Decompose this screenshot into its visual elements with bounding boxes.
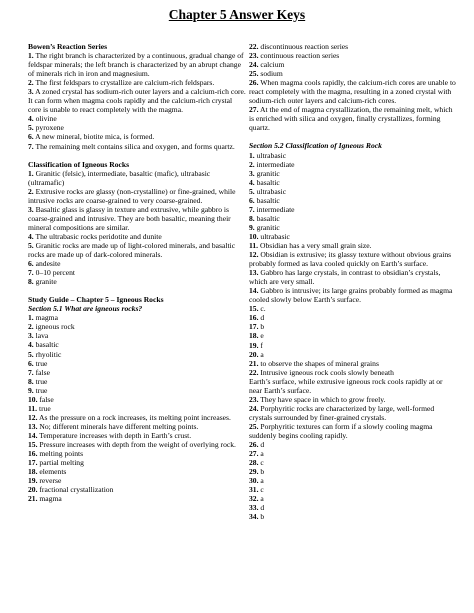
answer-item xyxy=(28,377,246,386)
answer-text: partial melting xyxy=(37,458,84,468)
answer-number: 23. xyxy=(249,394,259,404)
answer-number: 3. xyxy=(28,87,34,97)
answer-item xyxy=(249,304,457,313)
answer-text: basaltic xyxy=(254,213,280,223)
answer-number: 2. xyxy=(28,186,34,196)
answer-number: 28. xyxy=(249,458,259,468)
answer-text: fractional crystallization xyxy=(37,485,114,495)
answer-text: igneous rock xyxy=(33,322,75,332)
answer-number: 7. xyxy=(249,204,255,214)
answer-item xyxy=(28,313,246,322)
answer-number: 30. xyxy=(249,476,259,486)
answer-text: basaltic xyxy=(254,195,280,205)
answer-item xyxy=(28,440,246,449)
answer-text: intermediate xyxy=(254,204,295,214)
answer-text: The remaining melt contains silica and oxygen, and forms quartz. xyxy=(33,141,235,151)
answer-text: rhyolitic xyxy=(33,349,62,359)
answer-number: 21. xyxy=(28,494,38,504)
answer-item xyxy=(28,413,246,422)
answer-item xyxy=(249,368,457,377)
answer-item xyxy=(249,359,457,368)
answer-text: A zoned crystal has sodium-rich outer layers and a calcium-rich core. It can form when magma cools rapidly and the calcium-rich crystal core is unable to react completely with the magma. xyxy=(28,87,246,115)
answer-text: a xyxy=(258,476,264,486)
answer-text: ultrabasic xyxy=(258,231,290,241)
answer-item xyxy=(249,187,457,196)
answer-text: granite xyxy=(33,277,57,287)
answer-text: pyroxene xyxy=(33,123,64,133)
answer-text: b xyxy=(258,322,265,332)
answer-item xyxy=(28,277,246,286)
answer-text: reverse xyxy=(37,476,62,486)
answer-number: 8. xyxy=(28,277,34,287)
answer-text: to observe the shapes of mineral grains xyxy=(258,358,379,368)
answer-item xyxy=(28,340,246,349)
answer-item xyxy=(249,422,457,440)
answer-item xyxy=(28,142,246,151)
answer-number: 7. xyxy=(28,141,34,151)
answer-text: true xyxy=(33,358,48,368)
answer-text: melting points xyxy=(37,449,84,459)
answer-text: lava xyxy=(33,331,49,341)
answer-text: e xyxy=(258,331,264,341)
answer-item xyxy=(249,268,457,286)
answer-text: f xyxy=(258,340,263,350)
answer-number: 19. xyxy=(28,476,38,486)
answer-continuation: Earth’s surface, while extrusive igneous rock cools rapidly at or near Earth’s surface. xyxy=(249,376,443,395)
answer-number: 8. xyxy=(249,213,255,223)
section-spacer xyxy=(249,132,457,141)
answer-item xyxy=(28,476,246,485)
answer-item xyxy=(28,431,246,440)
answer-item xyxy=(28,368,246,377)
answer-text: magma xyxy=(33,313,58,323)
answer-item xyxy=(28,422,246,431)
answer-item xyxy=(249,69,457,78)
answer-text: Intrusive igneous rock cools slowly beneath xyxy=(258,367,394,377)
answer-number: 11. xyxy=(28,403,38,413)
answer-number: 6. xyxy=(28,259,34,269)
answer-item xyxy=(249,476,457,485)
section-spacer xyxy=(28,151,246,160)
answer-number: 13. xyxy=(249,268,259,278)
answer-item xyxy=(249,286,457,304)
answer-text: a xyxy=(258,449,264,459)
answer-text: d xyxy=(258,313,265,323)
answer-text: d xyxy=(258,440,265,450)
answer-item xyxy=(249,232,457,241)
answer-item xyxy=(249,214,457,223)
answer-number: 1. xyxy=(28,51,34,61)
answer-item xyxy=(28,114,246,123)
answer-text: Temperature increases with depth in Earth’s crust. xyxy=(37,430,192,440)
answer-text: true xyxy=(37,403,51,413)
answer-item xyxy=(28,87,246,114)
answer-number: 4. xyxy=(249,177,255,187)
section-spacer xyxy=(28,286,246,295)
answer-text: b xyxy=(258,512,265,522)
section-subheading: Section 5.1 What are igneous rocks? xyxy=(28,304,143,314)
answer-text: The right branch is characterized by a continuous, gradual change of feldspar minerals; the left branch is characterized by an abrupt change of minerals rich in iron and magnesium. xyxy=(28,51,244,79)
answer-item xyxy=(249,205,457,214)
answer-item xyxy=(249,160,457,169)
answer-number: 20. xyxy=(249,349,259,359)
answer-number: 32. xyxy=(249,494,259,504)
answer-text: basaltic xyxy=(33,340,59,350)
answer-item xyxy=(249,223,457,232)
answer-number: 31. xyxy=(249,485,259,495)
answer-number: 14. xyxy=(28,430,38,440)
answer-text: true xyxy=(33,376,48,386)
answer-number: 11. xyxy=(249,240,259,250)
answer-number: 8. xyxy=(28,376,34,386)
answer-text: Porphyritic textures can form if a slowly cooling magma suddenly begins cooling rapidly. xyxy=(249,421,433,440)
answer-text: granitic xyxy=(254,222,280,232)
answer-item xyxy=(249,241,457,250)
answer-number: 25. xyxy=(249,421,259,431)
answer-item xyxy=(249,458,457,467)
answer-text: A new mineral, biotite mica, is formed. xyxy=(33,132,155,142)
answer-number: 25. xyxy=(249,69,259,79)
answer-item xyxy=(28,78,246,87)
answer-number: 21. xyxy=(249,358,259,368)
answer-number: 3. xyxy=(28,331,34,341)
answer-item xyxy=(249,322,457,331)
answer-item xyxy=(249,395,457,404)
answer-number: 13. xyxy=(28,421,38,431)
answer-number: 5. xyxy=(28,240,34,250)
answer-item xyxy=(28,51,246,78)
answer-number: 26. xyxy=(249,78,259,88)
answer-number: 17. xyxy=(28,458,38,468)
answer-number: 7. xyxy=(28,268,34,278)
answer-text: granitic xyxy=(254,168,280,178)
answer-text: Extrusive rocks are glassy (non-crystalline) or fine-grained, while intrusive rocks are coarse-grained to very coarse-grained. xyxy=(28,186,236,205)
answer-text: Gabbro is intrusive; its large grains probably formed as magma cooled slowly below Earth’s surface. xyxy=(249,286,453,305)
answer-number: 5. xyxy=(249,186,255,196)
answer-text: ultrabasic xyxy=(254,186,287,196)
answer-number: 33. xyxy=(249,503,259,513)
answer-text: c xyxy=(258,458,264,468)
answer-item xyxy=(28,386,246,395)
answer-number: 15. xyxy=(249,304,259,314)
answer-item xyxy=(28,123,246,132)
answer-text: The ultrabasic rocks peridotite and dunite xyxy=(33,231,162,241)
answer-item xyxy=(28,268,246,277)
answer-text: elements xyxy=(37,467,67,477)
answer-item xyxy=(249,449,457,458)
answer-item xyxy=(249,178,457,187)
answer-text: Obsidian has a very small grain size. xyxy=(258,240,372,250)
answer-text: false xyxy=(37,394,54,404)
answer-number: 18. xyxy=(249,331,259,341)
answer-text: When magma cools rapidly, the calcium-rich cores are unable to react completely with the magma, resulting in a zoned crystal with sodium-rich outer layers and calcium-rich cores. xyxy=(249,78,456,106)
answer-number: 3. xyxy=(249,168,255,178)
answer-number: 18. xyxy=(28,467,38,477)
section-heading: Classification of Igneous Rocks xyxy=(28,159,130,169)
answer-number: 3. xyxy=(28,204,34,214)
answer-item xyxy=(249,169,457,178)
answer-text: magma xyxy=(37,494,62,504)
answer-item xyxy=(28,331,246,340)
answer-text: d xyxy=(258,503,265,513)
answer-text: Basaltic glass is glassy in texture and extrusive, while gabbro is coarse-grained and intrusive. They are both basaltic, meaning their mineral compositions are similar. xyxy=(28,204,231,232)
answer-text: They have space in which to grow freely. xyxy=(258,394,386,404)
answer-text: The first feldspars to crystallize are calcium-rich feldspars. xyxy=(33,78,215,88)
answer-number: 5. xyxy=(28,349,34,359)
answer-number: 10. xyxy=(249,231,259,241)
answer-number: 5. xyxy=(28,123,34,133)
answer-number: 24. xyxy=(249,403,259,413)
answer-number: 16. xyxy=(249,313,259,323)
answer-item xyxy=(249,341,457,350)
right-column xyxy=(249,42,457,521)
answer-text: continuous reaction series xyxy=(258,51,340,61)
answer-text: calcium xyxy=(258,60,285,70)
answer-item xyxy=(28,458,246,467)
answer-number: 16. xyxy=(28,449,38,459)
answer-text: intermediate xyxy=(254,159,295,169)
answer-text: true xyxy=(33,385,48,395)
page-title: Chapter 5 Answer Keys xyxy=(168,7,306,22)
answer-number: 22. xyxy=(249,42,259,51)
answer-text: Porphyritic rocks are characterized by large, well-formed crystals surrounded by finer-grained crystals. xyxy=(249,403,435,422)
answer-number: 12. xyxy=(28,412,38,422)
answer-item xyxy=(249,105,457,132)
answer-item xyxy=(249,51,457,60)
answer-item xyxy=(28,485,246,494)
answer-item xyxy=(28,322,246,331)
answer-item xyxy=(28,232,246,241)
answer-text: b xyxy=(258,467,265,477)
answer-item xyxy=(249,503,457,512)
answer-item xyxy=(28,494,246,503)
answer-text: Gabbro has large crystals, in contrast to obsidian’s crystals, which are very small. xyxy=(249,268,441,287)
answer-item xyxy=(249,440,457,449)
answer-text: c xyxy=(258,485,264,495)
answer-text: discontinuous reaction series xyxy=(258,42,349,51)
answer-item xyxy=(249,494,457,503)
answer-item xyxy=(249,485,457,494)
answer-text: At the end of magma crystallization, the remaining melt, which is enriched with silica and oxygen, finally crystallizes, forming quartz. xyxy=(249,105,453,133)
answer-number: 22. xyxy=(249,367,259,377)
answer-item xyxy=(249,331,457,340)
answer-number: 27. xyxy=(249,105,259,115)
answer-item xyxy=(249,151,457,160)
answer-text: Pressure increases with depth from the weight of overlying rock. xyxy=(37,439,236,449)
answer-text: No; different minerals have different melting points. xyxy=(37,421,199,431)
answer-number: 12. xyxy=(249,250,259,260)
answer-number: 24. xyxy=(249,60,259,70)
answer-number: 29. xyxy=(249,467,259,477)
answer-text: a xyxy=(258,494,264,504)
answer-text: Granitic (felsic), intermediate, basaltic (mafic), ultrabasic (ultramafic) xyxy=(28,168,211,187)
answer-text: andesite xyxy=(33,259,61,269)
answer-item xyxy=(249,467,457,476)
answer-number: 6. xyxy=(28,132,34,142)
answer-number: 23. xyxy=(249,51,259,61)
answer-number: 10. xyxy=(28,394,38,404)
section-subheading: Section 5.2 Classification of Igneous Rock xyxy=(249,141,382,151)
answer-text: Granitic rocks are made up of light-colored minerals, and basaltic rocks are made up of dark-colored minerals. xyxy=(28,240,236,260)
answer-item xyxy=(249,42,457,51)
answer-item xyxy=(28,241,246,259)
answer-number: 1. xyxy=(28,313,34,323)
answer-item xyxy=(28,467,246,476)
section-heading: Bowen’s Reaction Series xyxy=(28,42,108,51)
answer-text: As the pressure on a rock increases, its melting point increases. xyxy=(37,412,231,422)
answer-item xyxy=(249,313,457,322)
answer-text: ultrabasic xyxy=(254,150,287,160)
answer-number: 2. xyxy=(249,159,255,169)
answer-item xyxy=(28,132,246,141)
answer-item xyxy=(28,449,246,458)
answer-number: 4. xyxy=(28,340,34,350)
answer-number: 4. xyxy=(28,114,34,124)
answer-text: false xyxy=(33,367,50,377)
answer-number: 27. xyxy=(249,449,259,459)
answer-number: 34. xyxy=(249,512,259,522)
answer-text: olivine xyxy=(33,114,57,124)
answer-item xyxy=(28,350,246,359)
answer-number: 6. xyxy=(28,358,34,368)
left-column xyxy=(28,42,246,503)
answer-number: 9. xyxy=(28,385,34,395)
answer-item xyxy=(249,404,457,422)
answer-item xyxy=(28,404,246,413)
answer-item xyxy=(28,169,246,187)
answer-number: 9. xyxy=(249,222,255,232)
answer-item xyxy=(249,250,457,268)
answer-number: 2. xyxy=(28,78,34,88)
answer-item xyxy=(28,359,246,368)
answer-number: 17. xyxy=(249,322,259,332)
answer-item xyxy=(249,512,457,521)
answer-text: a xyxy=(258,349,264,359)
answer-number: 26. xyxy=(249,440,259,450)
answer-number: 1. xyxy=(249,150,255,160)
answer-text: 0–10 percent xyxy=(33,268,76,278)
answer-item xyxy=(28,395,246,404)
answer-number: 4. xyxy=(28,231,34,241)
answer-number: 15. xyxy=(28,439,38,449)
answer-item xyxy=(28,205,246,232)
answer-item xyxy=(28,187,246,205)
answer-number: 20. xyxy=(28,485,38,495)
answer-text: sodium xyxy=(258,69,283,79)
answer-text: Obsidian is extrusive; its glassy texture without obvious grains probably formed as lava cooled quickly on Earth’s surface. xyxy=(249,250,452,269)
answer-item xyxy=(249,196,457,205)
answer-number: 2. xyxy=(28,322,34,332)
answer-item xyxy=(249,78,457,105)
answer-number: 7. xyxy=(28,367,34,377)
answer-number: 1. xyxy=(28,168,34,178)
answer-item xyxy=(28,259,246,268)
answer-text: c. xyxy=(258,304,266,314)
answer-item xyxy=(249,350,457,359)
section-heading: Study Guide – Chapter 5 – Igneous Rocks xyxy=(28,295,164,305)
answer-number: 14. xyxy=(249,286,259,296)
answer-number: 19. xyxy=(249,340,259,350)
answer-item xyxy=(249,60,457,69)
answer-text: basaltic xyxy=(254,177,280,187)
answer-number: 6. xyxy=(249,195,255,205)
